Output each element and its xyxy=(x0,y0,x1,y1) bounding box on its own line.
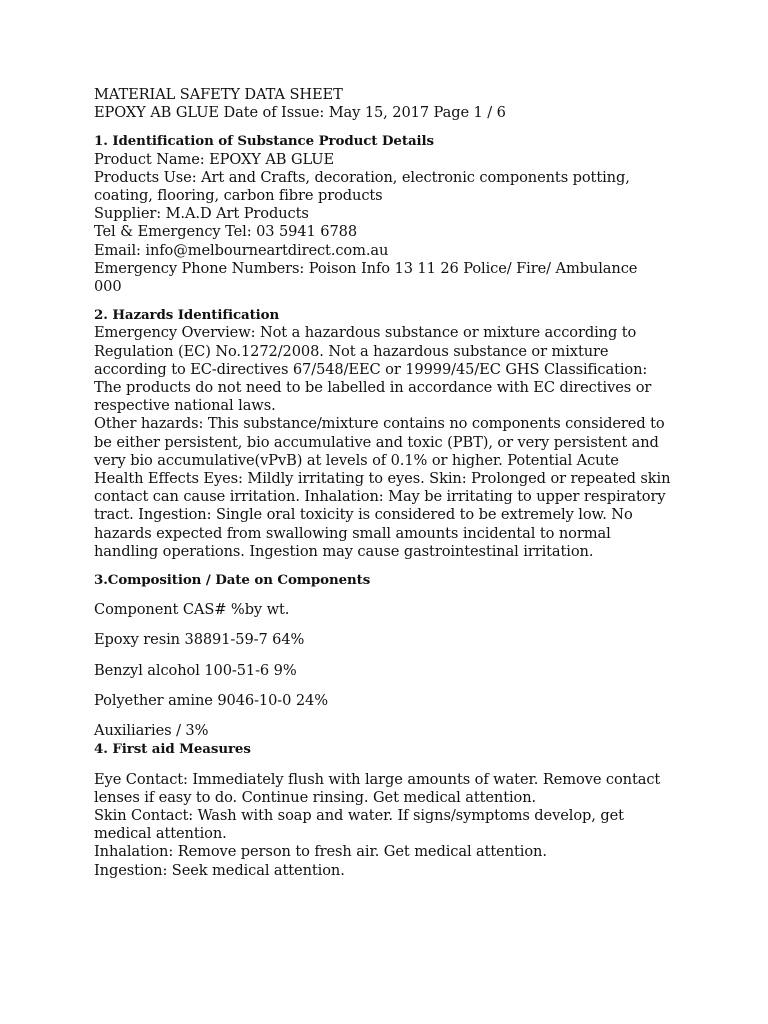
paragraph-line: very bio accumulative(vPvB) at levels of 0.1% or higher. Potential Acute xyxy=(94,451,619,469)
paragraph-line: be either persistent, bio accumulative and toxic (PBT), or very persistent and xyxy=(94,433,659,451)
section-first-aid xyxy=(94,740,694,879)
paragraph-line: The products do not need to be labelled in accordance with EC directives or xyxy=(94,379,652,397)
paragraph-line: according to EC-directives 67/548/EEC or 19999/45/EC GHS Classification: xyxy=(94,360,648,378)
section-title: 1. Identification of Substance Product Details xyxy=(94,133,434,150)
paragraph-line: hazards expected from swallowing small amounts incidental to normal xyxy=(94,524,611,542)
product-use-line: Products Use: Art and Crafts, decoration, electronic components potting, xyxy=(94,168,630,186)
paragraph-line: Health Effects Eyes: Mildly irritating to eyes. Skin: Prolonged or repeated skin xyxy=(94,470,671,488)
section-title: 2. Hazards Identification xyxy=(94,307,280,324)
email-line: Email: info@melbourneartdirect.com.au xyxy=(94,241,389,259)
spacer xyxy=(94,122,694,132)
section-title: 3.Composition / Date on Components xyxy=(94,572,371,589)
spacer xyxy=(94,296,694,306)
tel-line: Tel & Emergency Tel: 03 5941 6788 xyxy=(94,223,357,241)
composition-row: Polyether amine 9046-10-0 24% xyxy=(94,691,328,709)
paragraph-line: lenses if easy to do. Continue rinsing. Get medical attention. xyxy=(94,788,537,806)
paragraph-line: medical attention. xyxy=(94,825,227,843)
composition-row: Epoxy resin 38891-59-7 64% xyxy=(94,631,305,649)
document-subtitle: EPOXY AB GLUE Date of Issue: May 15, 2017 Page 1 / 6 xyxy=(94,104,506,122)
paragraph-line: Regulation (EC) No.1272/2008. Not a hazardous substance or mixture xyxy=(94,342,609,360)
composition-row: Benzyl alcohol 100-51-6 9% xyxy=(94,661,297,679)
spacer xyxy=(94,759,694,771)
section-title: 4. First aid Measures xyxy=(94,741,251,758)
document-title: MATERIAL SAFETY DATA SHEET xyxy=(94,86,343,103)
section-hazards xyxy=(94,306,694,561)
spacer xyxy=(94,589,694,601)
paragraph-line: Ingestion: Seek medical attention. xyxy=(94,861,345,879)
paragraph-line: contact can cause irritation. Inhalation: May be irritating to upper respiratory xyxy=(94,488,666,506)
spacer xyxy=(94,561,694,571)
paragraph-line: Other hazards: This substance/mixture contains no components considered to xyxy=(94,415,665,433)
paragraph-line: Skin Contact: Wash with soap and water. If signs/symptoms develop, get xyxy=(94,806,624,824)
section-composition xyxy=(94,571,694,740)
paragraph-line: handling operations. Ingestion may cause gastrointestinal irritation. xyxy=(94,542,594,560)
composition-header: Component CAS# %by wt. xyxy=(94,601,290,619)
product-use-line-cont: coating, flooring, carbon fibre products xyxy=(94,187,383,205)
document-page xyxy=(94,86,694,880)
composition-row: Auxiliaries / 3% xyxy=(94,722,209,740)
section-identification xyxy=(94,132,694,296)
emergency-line-cont: 000 xyxy=(94,278,122,296)
paragraph-line: Emergency Overview: Not a hazardous substance or mixture according to xyxy=(94,324,637,342)
product-name-line: Product Name: EPOXY AB GLUE xyxy=(94,150,335,168)
paragraph-line: Inhalation: Remove person to fresh air. Get medical attention. xyxy=(94,843,547,861)
supplier-line: Supplier: M.A.D Art Products xyxy=(94,205,309,223)
paragraph-line: tract. Ingestion: Single oral toxicity is considered to be extremely low. No xyxy=(94,506,633,524)
emergency-line: Emergency Phone Numbers: Poison Info 13 11 26 Police/ Fire/ Ambulance xyxy=(94,259,638,277)
paragraph-line: respective national laws. xyxy=(94,397,276,415)
paragraph-line: Eye Contact: Immediately flush with large amounts of water. Remove contact xyxy=(94,770,661,788)
